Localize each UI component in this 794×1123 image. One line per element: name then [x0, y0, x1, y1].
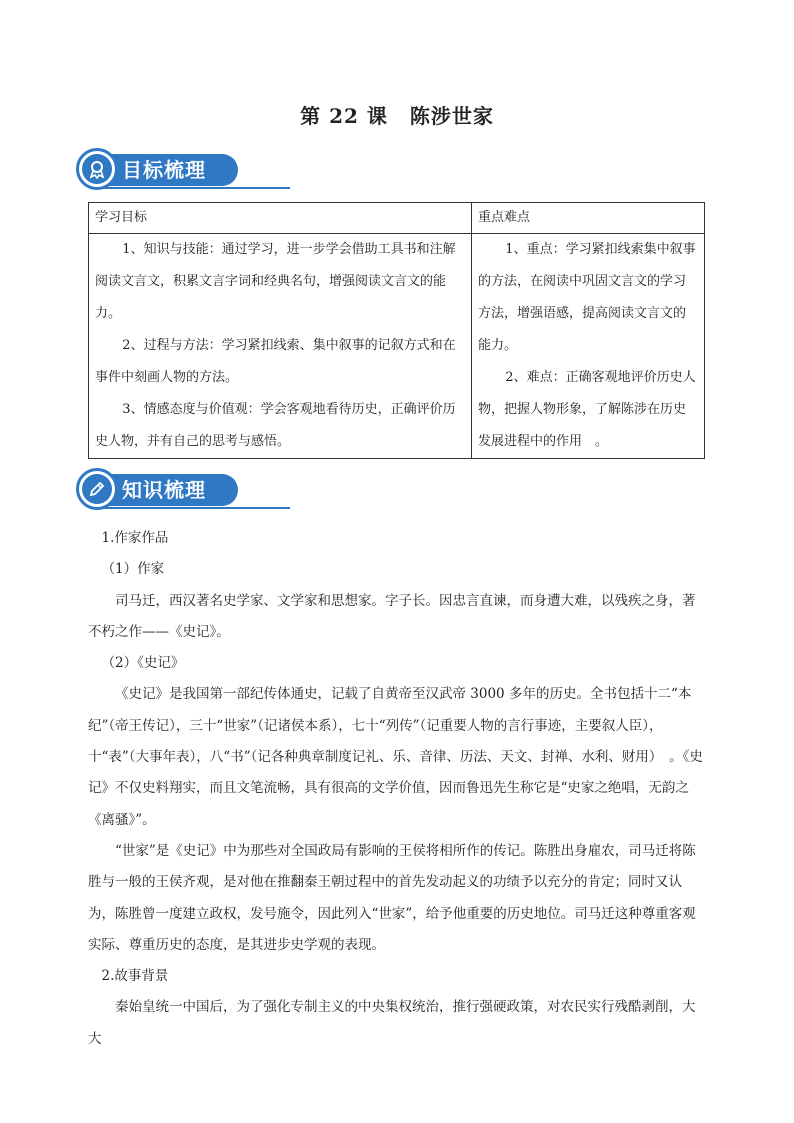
- table-header-goals: 学习目标: [89, 203, 472, 234]
- section-title-goals: 目标梳理: [122, 158, 206, 182]
- goal-item: 2、过程与方法：学习紧扣线索、集中叙事的记叙方式和在事件中刻画人物的方法。: [95, 338, 456, 385]
- paragraph: 秦始皇统一中国后，为了强化专制主义的中央集权统治，推行强硬政策，对农民实行残酷剥削，大大: [88, 999, 696, 1047]
- paragraph: “世家”是《史记》中为那些对全国政局有影响的王侯将相所作的传记。陈胜出身雇农，司马迁将陈胜与一般的王侯齐观，是对他在推翻秦王朝过程中的首先发动起义的功绩予以充分的肯定；同时又认为，陈胜曾一度建立政权，发号施令，因此列入“世家”，给予他重要的历史地位。司马迁这种尊重客观实际、尊重历史的态度，是其进步史学观的表现。: [88, 842, 696, 953]
- knowledge-content: [88, 523, 708, 1055]
- goals-table: [88, 202, 705, 459]
- award-ribbon-icon: [76, 148, 118, 190]
- goal-item: 3、情感态度与价值观：学会客观地看待历史，正确评价历史人物，并有自己的思考与感悟。: [95, 402, 456, 449]
- subsection-heading: （1）作家: [101, 561, 165, 578]
- goal-item: 1、知识与技能：通过学习，进一步学会借助工具书和注解阅读文言文，积累文言字词和经典名句，增强阅读文言文的能力。: [95, 242, 456, 321]
- paragraph: 《史记》是我国第一部纪传体通史，记载了自黄帝至汉武帝 3000 多年的历史。全书包括十二“本纪”（帝王传记），三十“世家”（记诸侯本系），七十“列传”（记重要人物的言行事迹，主要叙人臣），十“表”（大事年表），八“书”（记各种典章制度记礼、乐、音律、历法、天文、封禅、水利、财用） 。《史记》不仅史料翔实，而且文笔流畅，具有很高的文学价值，因而鲁迅先生称它是“史家之绝唱，无韵之《离骚》”。: [88, 686, 703, 828]
- section-banner-knowledge: [76, 468, 236, 510]
- key-point-item: 1、重点：学习紧扣线索集中叙事的方法，在阅读中巩固文言文的学习方法，增强语感，提高阅读文言文的能力。: [478, 242, 696, 353]
- lesson-number: 第 22 课: [300, 104, 388, 128]
- table-header-key-points: 重点难点: [472, 203, 705, 234]
- section-banner-goals: [76, 148, 236, 190]
- page-title: [0, 100, 794, 129]
- subsection-heading: （2）《史记》: [101, 655, 185, 672]
- lesson-name: 陈涉世家: [409, 104, 494, 128]
- pencil-icon: [76, 468, 118, 510]
- key-points-cell: [472, 234, 705, 459]
- section-heading: 1.作家作品: [101, 530, 169, 546]
- section-title-knowledge: 知识梳理: [122, 478, 206, 502]
- section-heading: 2.故事背景: [101, 968, 169, 985]
- goals-cell: [89, 234, 472, 459]
- key-point-item: 2、难点：正确客观地评价历史人物，把握人物形象，了解陈涉在历史发展进程中的作用 。: [478, 370, 696, 449]
- paragraph: 司马迁，西汉著名史学家、文学家和思想家。字子长。因忠言直谏，而身遭大难，以残疾之身，著不朽之作——《史记》。: [88, 592, 696, 640]
